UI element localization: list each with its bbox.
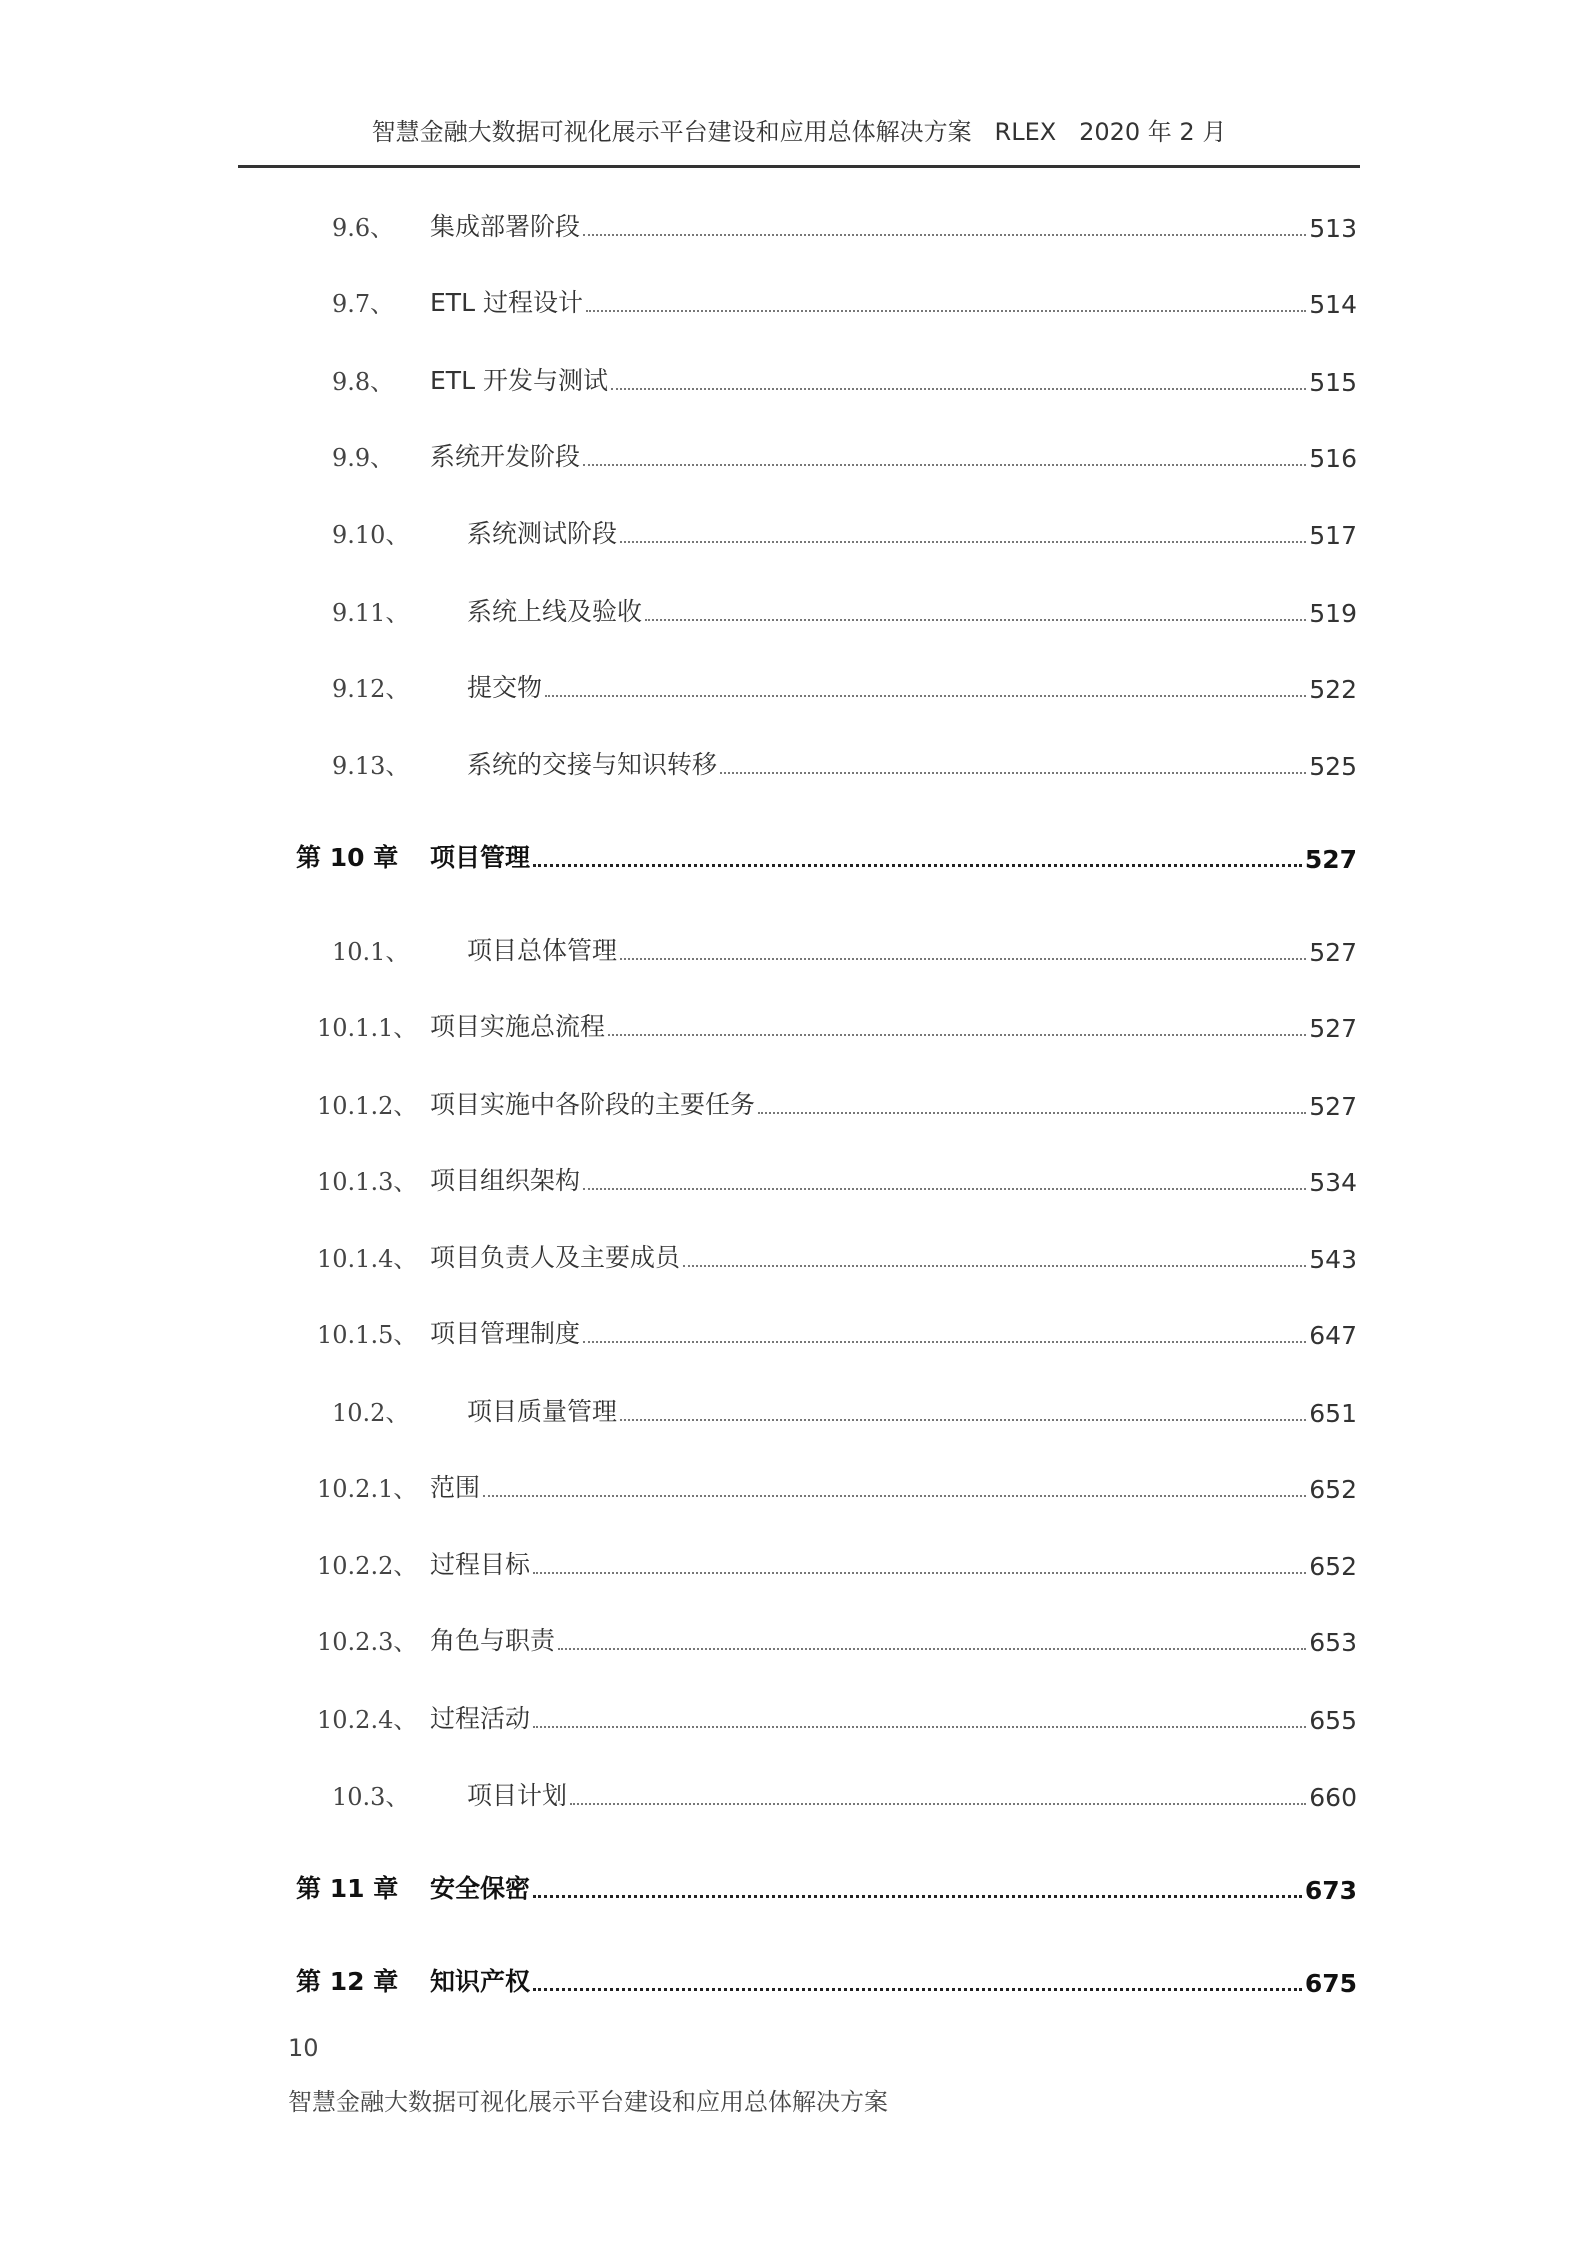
toc-page-number: 516 — [1309, 444, 1357, 473]
header-title: 智慧金融大数据可视化展示平台建设和应用总体解决方案 — [371, 118, 972, 146]
toc-entry[interactable] — [317, 1545, 1357, 1581]
toc-entry[interactable] — [332, 283, 1357, 319]
toc-page-number: 527 — [1309, 1092, 1357, 1121]
toc-number: 10.3、 — [332, 1783, 410, 1811]
toc-page-number: 522 — [1309, 675, 1357, 704]
toc-page-number: 534 — [1309, 1168, 1357, 1197]
toc-entry[interactable] — [317, 1007, 1357, 1043]
toc-leader-dots — [620, 1419, 1306, 1421]
toc-title: 项目总体管理 — [467, 936, 618, 965]
toc-number: 9.13、 — [332, 752, 410, 780]
toc-page-number: 543 — [1309, 1245, 1357, 1274]
toc-number: 10.1.1、 — [317, 1014, 418, 1042]
toc-title: 安全保密 — [430, 1874, 531, 1903]
toc-number: 10.2.1、 — [317, 1475, 418, 1503]
toc-page-number: 527 — [1304, 845, 1357, 874]
toc-page-number: 652 — [1309, 1552, 1357, 1581]
toc-leader-dots — [611, 388, 1306, 390]
toc-title: 集成部署阶段 — [430, 212, 581, 241]
toc-entry[interactable] — [317, 1161, 1357, 1197]
toc-leader-dots — [720, 772, 1306, 774]
toc-leader-dots — [608, 1034, 1306, 1036]
toc-number: 第 11 章 — [296, 1874, 399, 1903]
toc-title: 项目实施总流程 — [430, 1012, 606, 1041]
toc-leader-dots — [558, 1648, 1306, 1650]
toc-page-number: 652 — [1309, 1475, 1357, 1504]
toc-title: 系统的交接与知识转移 — [467, 750, 718, 779]
toc-number: 10.1.4、 — [317, 1245, 418, 1273]
toc-page-number: 651 — [1309, 1399, 1357, 1428]
toc-page-number: 527 — [1309, 938, 1357, 967]
toc-leader-dots — [683, 1265, 1306, 1267]
toc-chapter-entry[interactable] — [296, 838, 1357, 874]
toc-leader-dots — [586, 310, 1306, 312]
toc-page-number: 655 — [1309, 1706, 1357, 1735]
toc-title: 项目质量管理 — [467, 1397, 618, 1426]
toc-entry[interactable] — [317, 1314, 1357, 1350]
footer-title: 智慧金融大数据可视化展示平台建设和应用总体解决方案 — [288, 2088, 888, 2116]
toc-page-number: 525 — [1309, 752, 1357, 781]
toc-title: 项目负责人及主要成员 — [430, 1243, 681, 1272]
toc-entry[interactable] — [332, 745, 1357, 781]
toc-leader-dots — [533, 1726, 1306, 1728]
toc-leader-dots — [570, 1803, 1306, 1805]
toc-title: 系统上线及验收 — [467, 597, 643, 626]
toc-title: 过程活动 — [430, 1704, 531, 1733]
toc-number: 10.2.4、 — [317, 1706, 418, 1734]
toc-chapter-entry[interactable] — [296, 1962, 1357, 1998]
toc-entry[interactable] — [317, 1621, 1357, 1657]
toc-leader-dots — [533, 1572, 1306, 1574]
toc-number: 9.6、 — [332, 214, 395, 242]
toc-number: 第 10 章 — [296, 843, 399, 872]
page-number: 10 — [288, 2034, 319, 2062]
toc-entry[interactable] — [332, 592, 1357, 628]
toc-entry[interactable] — [317, 1085, 1357, 1121]
toc-number: 9.9、 — [332, 444, 395, 472]
toc-page-number: 647 — [1309, 1321, 1357, 1350]
toc-entry[interactable] — [317, 1468, 1357, 1504]
toc-title: ETL 过程设计 — [430, 288, 583, 317]
toc-leader-dots — [533, 864, 1302, 867]
toc-entry[interactable] — [332, 1776, 1357, 1812]
toc-entry[interactable] — [332, 207, 1357, 243]
toc-leader-dots — [533, 1895, 1302, 1898]
toc-leader-dots — [545, 695, 1306, 697]
toc-title: 项目管理 — [430, 843, 531, 872]
toc-number: 9.7、 — [332, 290, 395, 318]
header-divider — [238, 165, 1360, 168]
toc-number: 9.11、 — [332, 599, 410, 627]
toc-page-number: 675 — [1304, 1969, 1357, 1998]
toc-entry[interactable] — [332, 361, 1357, 397]
toc-entry[interactable] — [332, 514, 1357, 550]
page-header — [238, 112, 1360, 147]
toc-number: 10.2.2、 — [317, 1552, 418, 1580]
toc-entry[interactable] — [332, 668, 1357, 704]
toc-page-number: 515 — [1309, 368, 1357, 397]
header-company: RLEX — [994, 118, 1057, 146]
toc-number: 9.10、 — [332, 521, 410, 549]
toc-leader-dots — [583, 1188, 1306, 1190]
toc-title: 项目实施中各阶段的主要任务 — [430, 1090, 756, 1119]
toc-leader-dots — [483, 1495, 1306, 1497]
toc-entry[interactable] — [317, 1238, 1357, 1274]
toc-number: 10.1、 — [332, 938, 410, 966]
toc-title: 提交物 — [467, 673, 543, 702]
toc-leader-dots — [583, 234, 1306, 236]
toc-number: 10.1.3、 — [317, 1168, 418, 1196]
toc-page-number: 513 — [1309, 214, 1357, 243]
toc-number: 9.8、 — [332, 368, 395, 396]
toc-title: 角色与职责 — [430, 1626, 556, 1655]
toc-page-number: 653 — [1309, 1628, 1357, 1657]
toc-leader-dots — [758, 1112, 1306, 1114]
toc-title: 项目计划 — [467, 1781, 568, 1810]
toc-page-number: 660 — [1309, 1783, 1357, 1812]
toc-title: 系统开发阶段 — [430, 442, 581, 471]
toc-leader-dots — [645, 619, 1306, 621]
toc-number: 第 12 章 — [296, 1967, 399, 1996]
toc-title: ETL 开发与测试 — [430, 366, 608, 395]
header-date: 2020 年 2 月 — [1079, 118, 1227, 146]
toc-leader-dots — [620, 958, 1306, 960]
toc-entry[interactable] — [332, 1392, 1357, 1428]
toc-title: 知识产权 — [430, 1967, 531, 1996]
toc-page-number: 519 — [1309, 599, 1357, 628]
toc-number: 10.1.5、 — [317, 1321, 418, 1349]
toc-title: 过程目标 — [430, 1550, 531, 1579]
toc-entry[interactable] — [332, 437, 1357, 473]
toc-title: 系统测试阶段 — [467, 519, 618, 548]
toc-page-number: 527 — [1309, 1014, 1357, 1043]
toc-page-number: 673 — [1304, 1876, 1357, 1905]
toc-entry[interactable] — [332, 931, 1357, 967]
toc-leader-dots — [533, 1988, 1302, 1991]
toc-number: 10.1.2、 — [317, 1092, 418, 1120]
toc-leader-dots — [583, 1341, 1306, 1343]
toc-title: 项目组织架构 — [430, 1166, 581, 1195]
toc-page-number: 514 — [1309, 290, 1357, 319]
toc-page-number: 517 — [1309, 521, 1357, 550]
toc-title: 范围 — [430, 1473, 481, 1502]
toc-number: 10.2、 — [332, 1399, 410, 1427]
toc-chapter-entry[interactable] — [296, 1869, 1357, 1905]
toc-number: 9.12、 — [332, 675, 410, 703]
toc-leader-dots — [620, 541, 1306, 543]
toc-number: 10.2.3、 — [317, 1628, 418, 1656]
toc-entry[interactable] — [317, 1699, 1357, 1735]
toc-leader-dots — [583, 464, 1306, 466]
toc-title: 项目管理制度 — [430, 1319, 581, 1348]
